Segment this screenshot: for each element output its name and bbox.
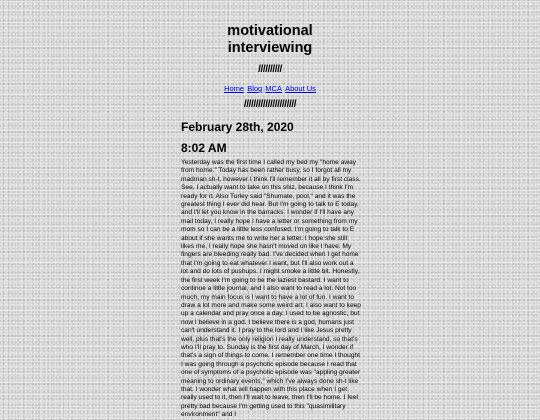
- nav-link-mca[interactable]: MCA: [265, 84, 282, 93]
- post-time: 8:02 AM: [181, 141, 227, 155]
- nav-link-blog[interactable]: Blog: [247, 84, 263, 93]
- nav-link-home[interactable]: Home: [224, 84, 245, 93]
- post-body: Yesterday was the first time I called my bed my "home away from home." Today has been rather busy, so I forgot all my madman sh-t, however I think I'll remember it all by first class. See, I actually want to take on this shiz, because I think I'm ready for it. Also Turley said "Shumate, pool," and it was the greatest thing I ever did hear. But I'm going to talk to E today, and I'll let you know in the barracks. I wonder if I'll have any mail today, I really hope I have a letter or something from my mom so I can be a little less confused. I'm going to talk to E about if she wants me to write her a letter. I hope she still likes me, I really hope she hasn't moved on like I have. My fingers are bleeding really bad. I've decided when I get home that I'm going to eat whatever I want, but I'll also work out a lot and do lots of pushups. I might smoke a little bit. Honestly, the first week I'm going to be the laziest bastard. I want to continue a little journal, and I also want to read a lot. Not too much, my main focus is I want to have a lot of fun. I want to draw a lot more and make some weird art. I also want to keep up a calendar and pray once a day. I used to be agnostic, but now I believe in a god. I believe there is a god, humans just can't understand it. I pray to the lord and I like Jesus pretty well, plus that's the only religion I really understand, so that's who I'll pray to. Sunday is the first day of March, I wonder if that's a sign of things to come. I remember one time I thought I was going through a psychotic episode because I read that one of symptoms of a psychotic episode was "appling greater meaning to ordinary events," which I've always done sh-t like that. I wonder what will happen with this place when I get really used to it, then I'll wait to leave, then I'll be home. I feel pretty bad because I'm getting used to this "quasimilitary environment" and I: [181, 159, 361, 419]
- post-date: February 28th, 2020: [181, 120, 294, 134]
- nav-bar: [0, 84, 540, 93]
- separator-bottom: //////////////////////: [243, 99, 297, 110]
- separator-top: //////////: [258, 64, 282, 75]
- nav-link-about-us[interactable]: About Us: [285, 84, 316, 93]
- site-title: motivational interviewing: [227, 23, 313, 56]
